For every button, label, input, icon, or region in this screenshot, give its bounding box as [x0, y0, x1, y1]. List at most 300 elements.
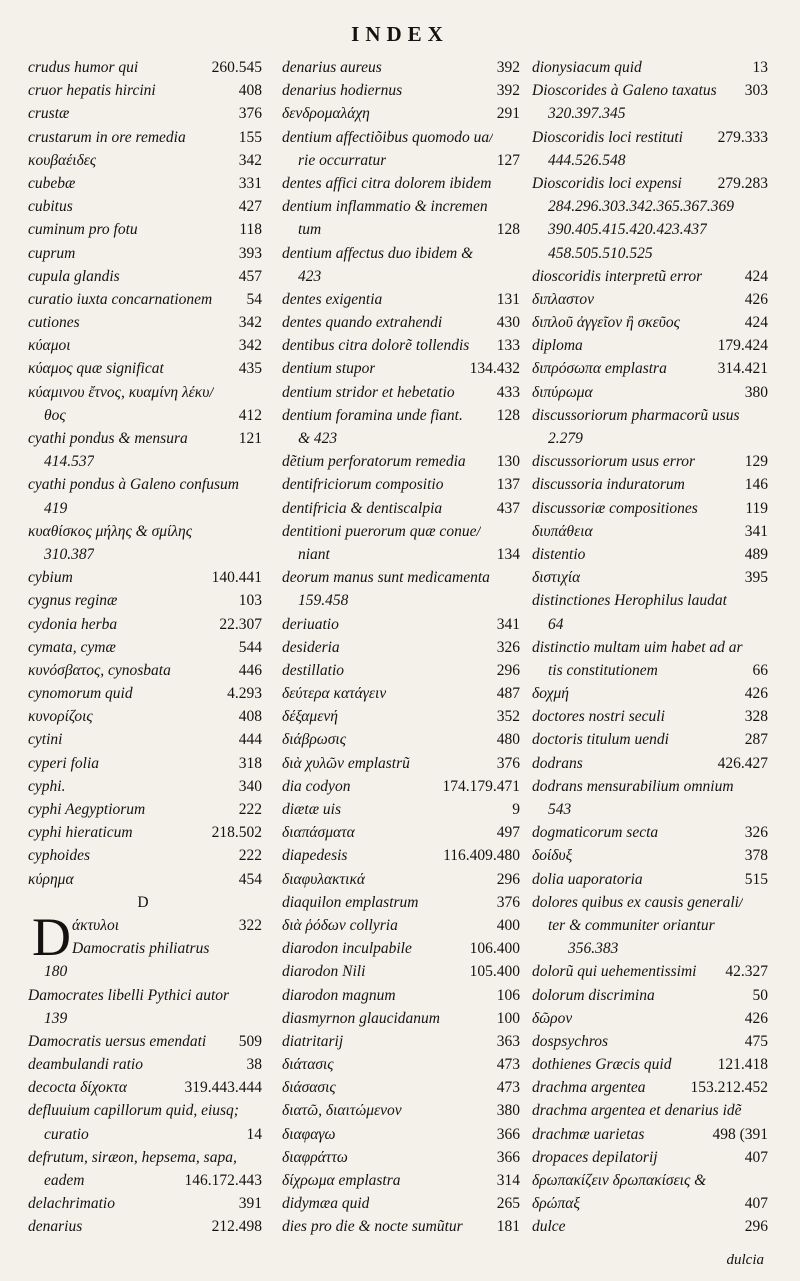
entry-term: dolorum discrimina: [532, 986, 655, 1004]
entry-term: cyathi pondus & mensura: [28, 430, 188, 447]
entry-term: deambulandi ratio: [28, 1056, 143, 1074]
index-entry: [28, 1169, 262, 1192]
entry-term: 320.397.345: [548, 105, 626, 123]
entry-term: διπλαστον: [532, 290, 594, 308]
index-entry: [532, 1146, 768, 1169]
entry-page-numbers: 340: [238, 777, 262, 795]
entry-term: rie occurratur: [298, 151, 387, 169]
index-entry: [532, 288, 768, 311]
index-entry: [282, 775, 520, 798]
index-entry: [532, 1007, 768, 1030]
entry-page-numbers: 426.427: [717, 754, 768, 772]
entry-term: dentium inflammatio & incremen: [282, 198, 488, 216]
entry-page-numbers: 331: [238, 174, 262, 192]
entry-page-numbers: 473: [496, 1079, 520, 1097]
index-entry: [532, 1053, 768, 1076]
entry-page-numbers: 146.172.443: [184, 1172, 262, 1190]
entry-page-numbers: 393: [238, 244, 262, 262]
index-entry: [28, 427, 262, 450]
entry-term: discussoria induratorum: [532, 476, 685, 494]
index-entry: [28, 265, 262, 288]
index-entry: [28, 404, 262, 427]
entry-page-numbers: 314: [496, 1172, 520, 1189]
entry-term: cygnus reginæ: [28, 592, 118, 610]
index-entry: [532, 1123, 768, 1146]
index-entry: [532, 126, 768, 149]
entry-page-numbers: 457: [238, 267, 262, 285]
entry-page-numbers: 14: [246, 1125, 262, 1143]
entry-term: dentium affectus duo ibidem &: [282, 244, 474, 262]
entry-term: dentibus citra dolorẽ tollendis: [282, 337, 470, 355]
entry-page-numbers: 424: [744, 314, 768, 332]
index-entry: [28, 1192, 262, 1215]
entry-term: cyphoides: [28, 847, 90, 865]
index-entry: [282, 937, 520, 960]
entry-page-numbers: 435: [238, 360, 262, 378]
index-entry: [532, 497, 768, 520]
index-entry: [282, 728, 520, 751]
entry-page-numbers: 119: [745, 499, 768, 517]
entry-page-numbers: 322: [238, 916, 262, 934]
drop-cap-letter: D: [32, 906, 71, 967]
entry-term: dogmaticorum secta: [532, 824, 659, 842]
entry-term: crudus humor qui: [28, 59, 139, 76]
index-entry: [532, 56, 768, 79]
index-entry: [282, 334, 520, 357]
index-entry: [282, 984, 520, 1007]
entry-page-numbers: 544: [238, 638, 262, 656]
entry-term: Dioscoridis loci expensi: [532, 174, 682, 192]
entry-term: 444.526.548: [548, 151, 626, 169]
entry-term: 543: [548, 801, 572, 818]
index-entry: [532, 520, 768, 543]
entry-page-numbers: 218.502: [211, 824, 262, 842]
entry-page-numbers: 342: [238, 337, 262, 355]
entry-term: cutiones: [28, 314, 80, 332]
entry-page-numbers: 352: [496, 708, 520, 726]
entry-page-numbers: 212.498: [211, 1218, 262, 1236]
index-entry: [532, 984, 768, 1007]
entry-page-numbers: 179.424: [717, 337, 768, 355]
entry-term: κύαμινου ἔτνος, κυαμίνη λέκυ/: [28, 383, 214, 401]
entry-page-numbers: 38: [246, 1056, 262, 1074]
index-entry: [28, 497, 262, 520]
index-entry: [28, 798, 262, 821]
index-entry: [282, 1123, 520, 1146]
index-entry: [532, 914, 768, 937]
index-entry: [532, 79, 768, 102]
index-entry: [532, 960, 768, 983]
entry-term: cubitus: [28, 198, 73, 216]
index-entry: [532, 589, 768, 612]
index-entry: [532, 543, 768, 566]
entry-page-numbers: 497: [496, 824, 520, 842]
index-entry: [532, 775, 768, 798]
entry-page-numbers: 366: [496, 1148, 520, 1166]
entry-term: distinctiones Herophilus laudat: [532, 592, 727, 610]
index-entry: [28, 752, 262, 775]
entry-page-numbers: 341: [744, 522, 768, 540]
entry-term: κύρημα: [28, 870, 74, 888]
index-entry: [282, 1169, 520, 1192]
index-entry: [282, 613, 520, 636]
entry-page-numbers: 437: [496, 499, 520, 517]
entry-term: dentium foramina unde fiant.: [282, 406, 463, 424]
entry-page-numbers: 265: [496, 1195, 520, 1213]
entry-term: tum: [298, 221, 322, 239]
index-entry: [28, 79, 262, 102]
entry-page-numbers: 128: [496, 406, 520, 424]
entry-term: διπλοῦ ἀγγεῖον ἢ σκεῦος: [532, 314, 680, 332]
index-entry: [532, 334, 768, 357]
entry-term: diatritarij: [282, 1032, 344, 1050]
entry-page-numbers: 303: [744, 82, 768, 100]
entry-page-numbers: 408: [238, 82, 262, 100]
entry-term: dentium stupor: [282, 360, 376, 378]
entry-term: dodrans mensurabilium omnium: [532, 777, 734, 795]
entry-term: 159.458: [298, 592, 349, 610]
entry-term: dentium affectiõibus quomodo ua/: [282, 128, 494, 146]
entry-term: διαπάσματα: [282, 824, 355, 842]
index-entry: [28, 520, 262, 543]
entry-page-numbers: 412: [238, 406, 262, 424]
entry-term: desideria: [282, 638, 340, 656]
entry-term: cynomorum quid: [28, 685, 133, 703]
index-entry: [532, 404, 768, 427]
index-entry: [532, 891, 768, 914]
entry-term: dropaces depilatorij: [532, 1148, 658, 1166]
entry-term: dothienes Græcis quid: [532, 1056, 672, 1074]
entry-term: δέξαμενή: [282, 708, 338, 726]
index-entry: [282, 450, 520, 473]
entry-term: dentitioni puerorum quæ conue/: [282, 522, 481, 540]
entry-term: deriuatio: [282, 615, 339, 633]
index-entry: [28, 218, 262, 241]
index-column-3: [532, 56, 768, 1239]
entry-term: Damocratis uersus emendati: [28, 1032, 207, 1050]
index-entry: [28, 126, 262, 149]
entry-term: cruor hepatis hircini: [28, 82, 156, 100]
entry-page-numbers: 407: [744, 1148, 768, 1166]
entry-page-numbers: 134.432: [469, 360, 520, 378]
entry-page-numbers: 487: [496, 685, 520, 703]
entry-term: διαφράττω: [282, 1148, 348, 1166]
index-entry: [282, 172, 520, 195]
entry-term: dentifricia & dentiscalpia: [282, 499, 443, 517]
entry-page-numbers: 137: [496, 476, 520, 494]
entry-page-numbers: 426: [744, 290, 768, 308]
entry-page-numbers: 66: [752, 661, 768, 679]
index-entry: [532, 357, 768, 380]
index-entry: [28, 334, 262, 357]
entry-term: διάβρωσις: [282, 731, 346, 749]
index-entry: [532, 172, 768, 195]
index-entry: [532, 937, 768, 960]
entry-term: denarius: [28, 1218, 83, 1236]
entry-term: dodrans: [532, 754, 583, 772]
index-entry: [282, 357, 520, 380]
entry-term: defrutum, siræon, hepsema, sapa,: [28, 1148, 237, 1166]
index-entry: [28, 56, 262, 79]
entry-page-numbers: 433: [496, 383, 520, 401]
entry-page-numbers: 260.545: [211, 59, 262, 76]
entry-page-numbers: 426: [744, 685, 768, 703]
entry-term: 356.383: [568, 940, 619, 958]
entry-term: dioscoridis interpretũ error: [532, 267, 703, 285]
entry-term: θος: [44, 406, 66, 424]
entry-page-numbers: 426: [744, 1009, 768, 1027]
entry-term: crustæ: [28, 105, 70, 123]
entry-term: diasmyrnon glaucidanum: [282, 1009, 441, 1027]
entry-term: dolia uaporatoria: [532, 870, 643, 888]
entry-page-numbers: 400: [496, 916, 520, 934]
entry-term: cyperi folia: [28, 754, 100, 772]
index-entry: [28, 1076, 262, 1099]
index-entry: [282, 473, 520, 496]
index-entry: [282, 960, 520, 983]
entry-term: dolores quibus ex causis generali/: [532, 893, 744, 911]
entry-term: cyathi pondus à Galeno confusum: [28, 476, 239, 494]
index-entry: [28, 1030, 262, 1053]
entry-term: cupula glandis: [28, 267, 120, 285]
entry-term: denarius aureus: [282, 59, 382, 76]
entry-page-numbers: 318: [238, 754, 262, 772]
index-entry: [28, 659, 262, 682]
index-entry: [282, 543, 520, 566]
index-entry: [532, 102, 768, 125]
index-entry: [532, 149, 768, 172]
entry-term: 139: [44, 1009, 68, 1027]
entry-term: diapedesis: [282, 847, 348, 865]
index-entry: [28, 566, 262, 589]
dropcap-block: [28, 906, 262, 967]
entry-page-numbers: 134: [496, 545, 520, 563]
entry-term: δίχρωμα emplastra: [282, 1172, 401, 1189]
index-entry: [28, 844, 262, 867]
entry-term: 423: [298, 267, 322, 285]
entry-page-numbers: 22.307: [219, 615, 262, 633]
entry-page-numbers: 473: [496, 1056, 520, 1074]
index-entry: [532, 195, 768, 218]
index-entry: [28, 775, 262, 798]
entry-term: deorum manus sunt medicamenta: [282, 569, 490, 587]
entry-page-numbers: 314.421: [717, 360, 768, 378]
entry-term: κυνόσβατος, cynosbata: [28, 661, 171, 679]
entry-term: dies pro die & nocte sumũtur: [282, 1218, 463, 1236]
index-entry: [28, 1123, 262, 1146]
entry-page-numbers: 395: [744, 569, 768, 587]
entry-page-numbers: 376: [496, 754, 520, 772]
index-entry: [282, 752, 520, 775]
entry-term: cydonia herba: [28, 615, 118, 633]
entry-term: drachmæ uarietas: [532, 1125, 645, 1143]
entry-term: Damocratis philiatrus: [72, 940, 210, 958]
entry-page-numbers: 326: [496, 638, 520, 656]
entry-term: distentio: [532, 545, 586, 563]
index-entry: [532, 868, 768, 891]
index-entry: [28, 1215, 262, 1238]
index-entry: [282, 311, 520, 334]
index-entry: [532, 242, 768, 265]
entry-page-numbers: 376: [238, 105, 262, 123]
entry-term: diarodon inculpabile: [282, 940, 412, 958]
entry-term: δοχμή: [532, 685, 569, 703]
index-entry: [72, 914, 262, 937]
entry-page-numbers: 480: [496, 731, 520, 749]
entry-page-numbers: 489: [744, 545, 768, 563]
index-entry: [28, 288, 262, 311]
entry-page-numbers: 133: [496, 337, 520, 355]
entry-page-numbers: 509: [238, 1032, 262, 1050]
index-entry: [532, 659, 768, 682]
entry-page-numbers: 50: [752, 986, 768, 1004]
index-entry: [532, 1169, 768, 1192]
index-entry: [282, 126, 520, 149]
entry-page-numbers: 446: [238, 661, 262, 679]
entry-term: 419: [44, 499, 68, 517]
entry-page-numbers: 131: [496, 290, 520, 308]
entry-term: dẽtium perforatorum remedia: [282, 453, 466, 471]
index-entry: [28, 172, 262, 195]
entry-term: Dioscoridis loci restituti: [532, 128, 683, 146]
entry-term: doctoris titulum uendi: [532, 731, 669, 749]
index-entry: [28, 1099, 262, 1122]
index-entry: [532, 682, 768, 705]
entry-page-numbers: 121: [238, 430, 262, 447]
entry-page-numbers: 475: [744, 1032, 768, 1050]
index-entry: [282, 659, 520, 682]
index-entry: [532, 1215, 768, 1238]
entry-page-numbers: 430: [496, 314, 520, 332]
entry-term: διπύρωμα: [532, 383, 593, 401]
index-entry: [532, 1076, 768, 1099]
entry-page-numbers: 454: [238, 870, 262, 888]
entry-page-numbers: 146: [744, 476, 768, 494]
index-entry: [28, 960, 262, 983]
entry-page-numbers: 4.293: [227, 685, 262, 703]
entry-term: drachma argentea: [532, 1079, 646, 1097]
index-entry: [532, 1099, 768, 1122]
index-entry: [282, 195, 520, 218]
index-entry: [28, 984, 262, 1007]
entry-term: διὰ χυλῶν emplastrũ: [282, 754, 410, 772]
index-column-2: [282, 56, 520, 1239]
entry-page-numbers: 296: [744, 1218, 768, 1236]
entry-term: 284.296.303.342.365.367.369: [548, 198, 734, 216]
index-entry: [532, 728, 768, 751]
index-entry: [282, 1007, 520, 1030]
index-entry: [28, 149, 262, 172]
index-entry: [28, 102, 262, 125]
entry-page-numbers: 9: [512, 801, 520, 818]
index-entry: [282, 682, 520, 705]
entry-term: distinctio multam uim habet ad ar: [532, 638, 743, 656]
entry-term: διατῶ, διαιτώμενον: [282, 1102, 402, 1120]
entry-term: 414.537: [44, 453, 95, 471]
index-entry: [282, 149, 520, 172]
index-entry: [282, 520, 520, 543]
entry-page-numbers: 380: [744, 383, 768, 401]
index-entry: [532, 450, 768, 473]
entry-page-numbers: 54: [246, 290, 262, 308]
index-entry: [28, 357, 262, 380]
index-entry: [28, 868, 262, 891]
entry-term: διάτασις: [282, 1056, 334, 1074]
entry-term: destillatio: [282, 661, 344, 679]
entry-page-numbers: 129: [744, 453, 768, 471]
entry-term: D: [137, 893, 149, 911]
entry-term: δῶρον: [532, 1009, 573, 1027]
entry-page-numbers: 376: [496, 893, 520, 911]
index-entry: [28, 195, 262, 218]
index-entry: [282, 566, 520, 589]
entry-page-numbers: 128: [496, 221, 520, 239]
entry-term: dentes affici citra dolorem ibidem: [282, 174, 492, 192]
index-entry: [28, 1146, 262, 1169]
index-entry: [282, 1215, 520, 1238]
entry-term: delachrimatio: [28, 1195, 115, 1213]
entry-term: diploma: [532, 337, 583, 355]
index-entry: [28, 821, 262, 844]
index-entry: [282, 404, 520, 427]
entry-page-numbers: 222: [238, 847, 262, 865]
entry-term: δεύτερα κατάγειν: [282, 685, 387, 703]
entry-term: didymæa quid: [282, 1195, 370, 1213]
entry-page-numbers: 498 (391: [712, 1125, 768, 1143]
entry-page-numbers: 100: [496, 1009, 520, 1027]
entry-term: dospsychros: [532, 1032, 609, 1050]
index-entry: [28, 728, 262, 751]
index-entry: [282, 1099, 520, 1122]
entry-term: cytini: [28, 731, 63, 749]
entry-term: διπρόσωπα emplastra: [532, 360, 667, 378]
entry-term: διάσασις: [282, 1079, 336, 1097]
index-entry: [532, 821, 768, 844]
index-entry: [532, 566, 768, 589]
entry-term: 2.279: [548, 430, 583, 447]
index-entry: [532, 1030, 768, 1053]
index-entry: [28, 589, 262, 612]
entry-page-numbers: 408: [238, 708, 262, 726]
entry-term: dia codyon: [282, 777, 351, 795]
entry-term: cybium: [28, 569, 73, 587]
entry-page-numbers: 342: [238, 151, 262, 169]
index-entry: [282, 1192, 520, 1215]
entry-term: curatio iuxta concarnationem: [28, 290, 213, 308]
entry-term: δοίδυξ: [532, 847, 573, 865]
index-entry: [282, 821, 520, 844]
entry-term: doctores nostri seculi: [532, 708, 665, 726]
index-entry: [28, 450, 262, 473]
entry-page-numbers: 13: [752, 59, 768, 76]
entry-term: denarius hodiernus: [282, 82, 403, 100]
entry-term: 390.405.415.420.423.437: [548, 221, 707, 239]
entry-term: δρωπακίζειν δρωπακίσεις &: [532, 1172, 707, 1189]
entry-page-numbers: 121.418: [717, 1056, 768, 1074]
entry-term: κουβαέιδες: [28, 151, 97, 169]
entry-page-numbers: 155: [238, 128, 262, 146]
entry-page-numbers: 380: [496, 1102, 520, 1120]
entry-page-numbers: 378: [744, 847, 768, 865]
entry-page-numbers: 279.333: [717, 128, 768, 146]
index-entry: [282, 427, 520, 450]
entry-term: tis constitutionem: [548, 661, 658, 679]
entry-term: ter & communiter oriantur: [548, 916, 715, 934]
index-entry: [282, 891, 520, 914]
entry-page-numbers: 105.400: [469, 963, 520, 981]
entry-term: diætæ uis: [282, 801, 342, 818]
entry-page-numbers: 328: [744, 708, 768, 726]
